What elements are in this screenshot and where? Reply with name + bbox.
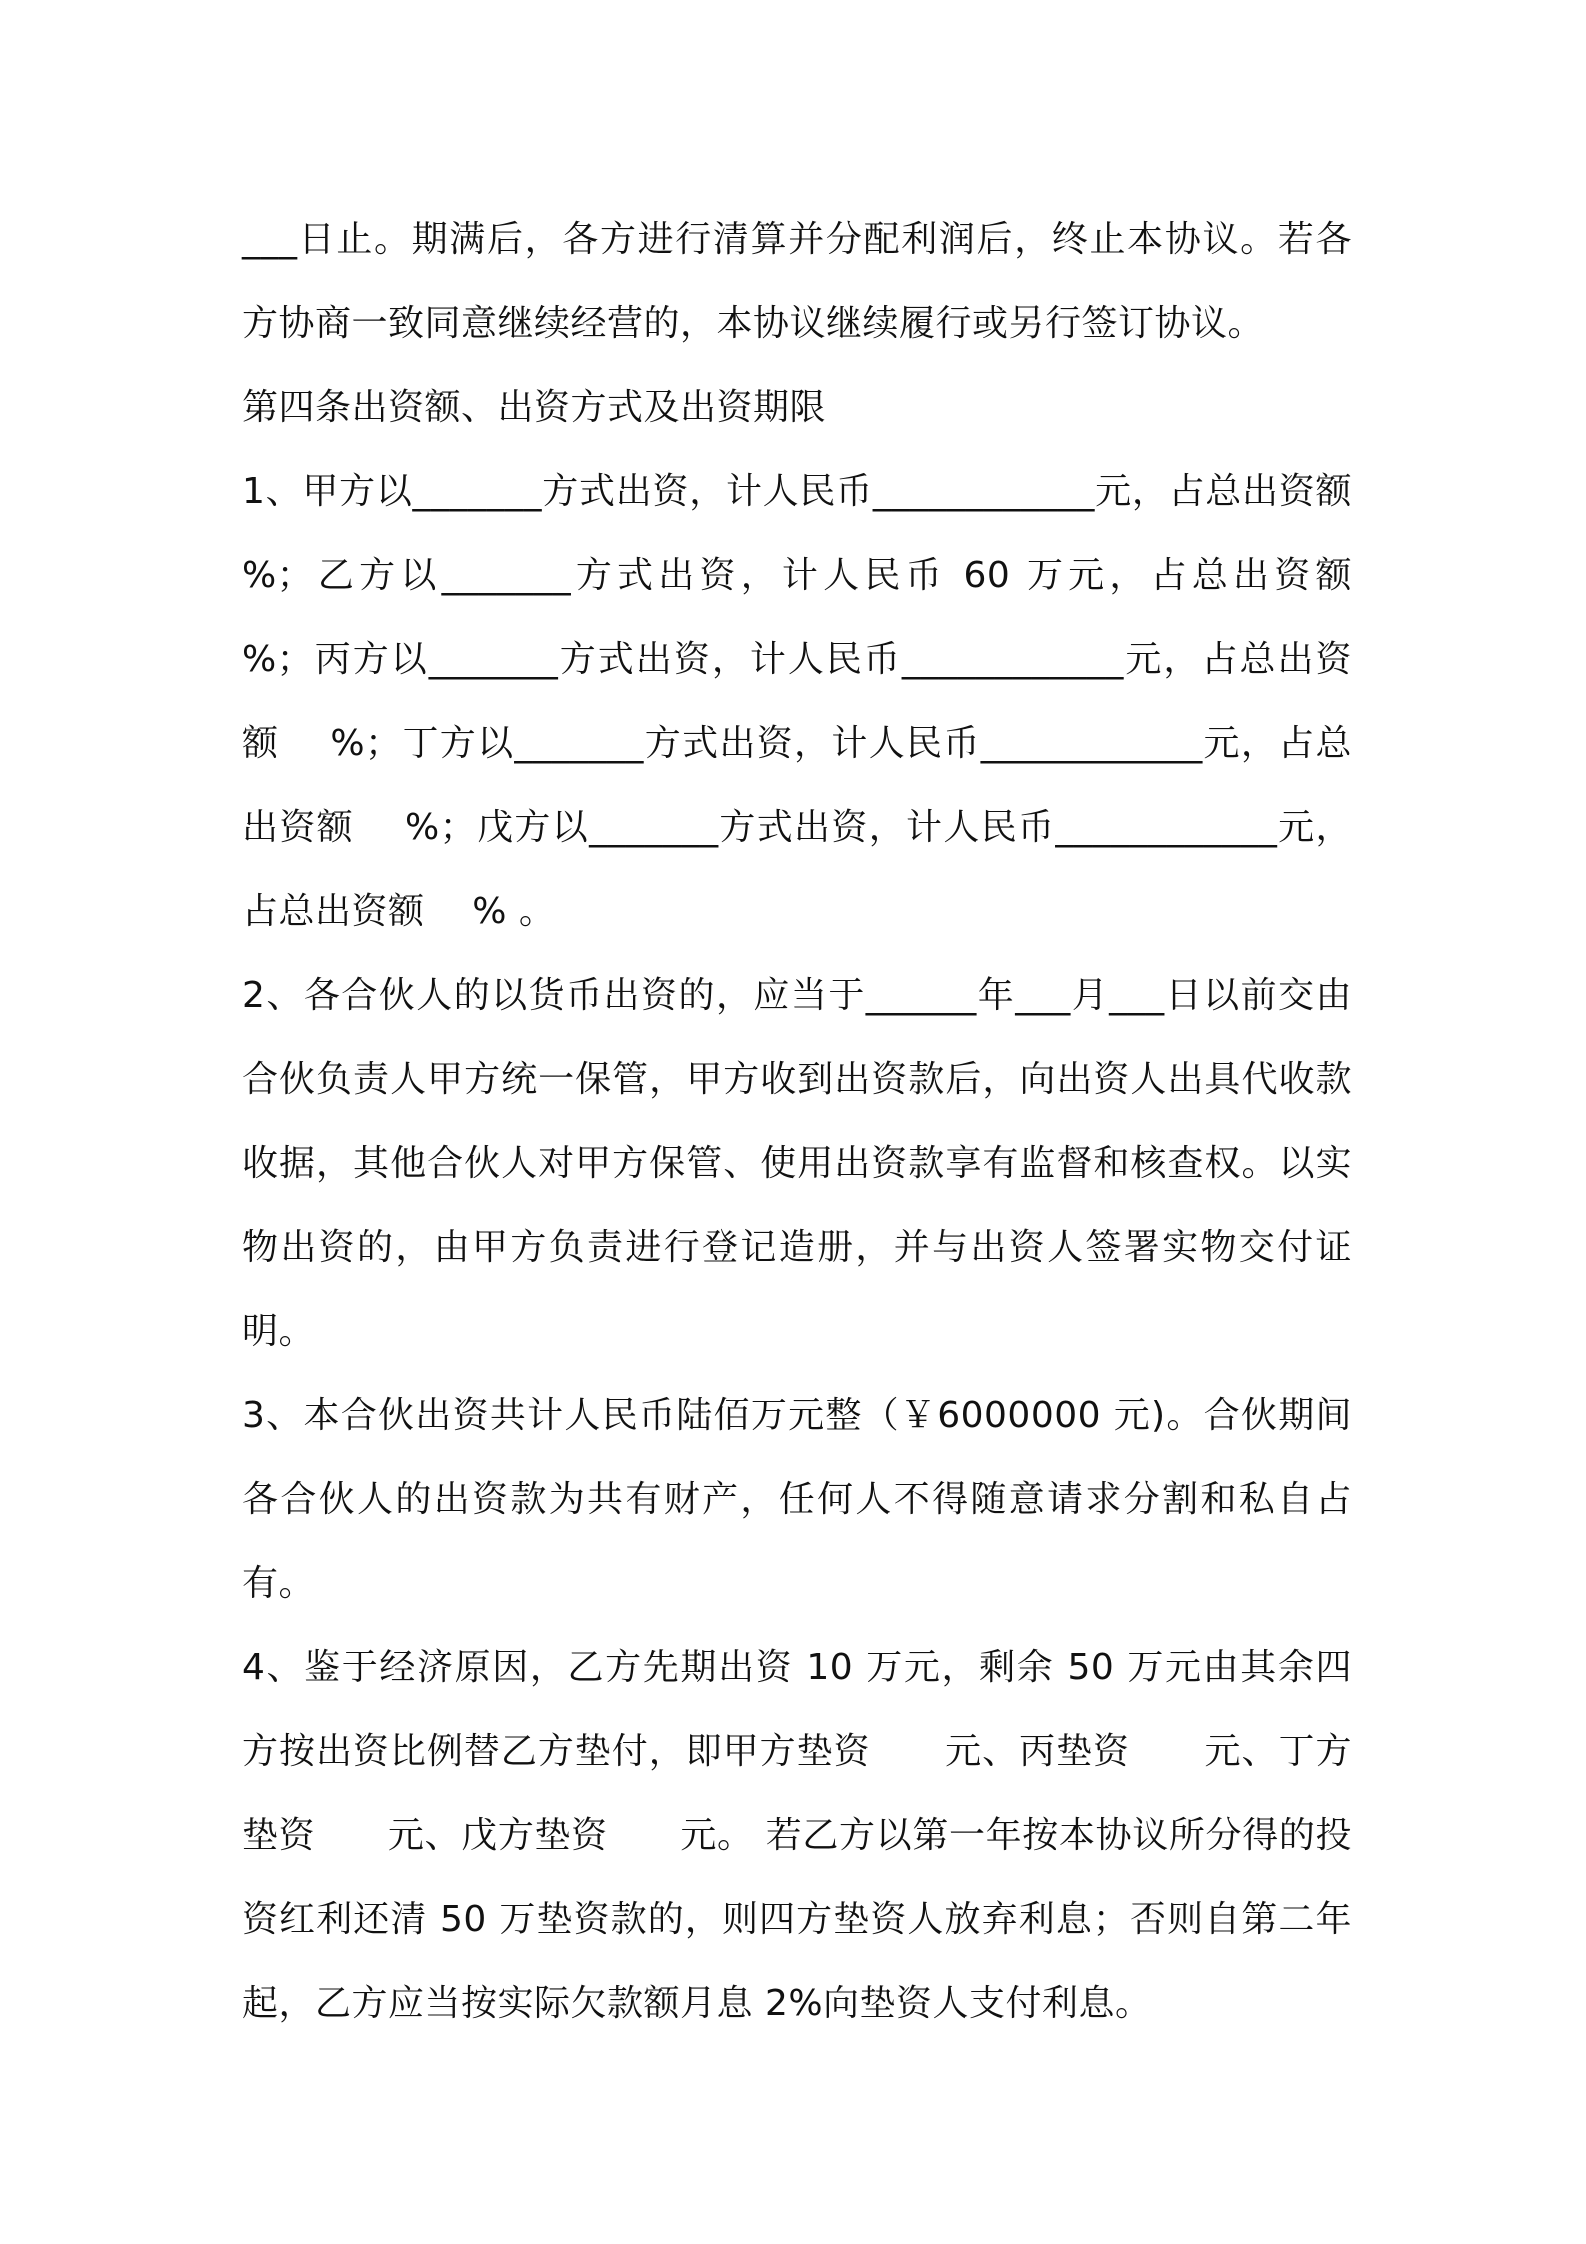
document-body xyxy=(242,198,1400,2046)
paragraph-term-end: ___日止。期满后，各方进行清算并分配利润后，终止本协议。若各方协商一致同意继续经营的，本协议继续履行或另行签订协议。 xyxy=(242,219,1352,344)
clause-4-advance-payment: 4、鉴于经济原因，乙方先期出资 10 万元，剩余 50 万元由其余四方按出资比例替乙方垫付，即甲方垫资 元、丙垫资 元、丁方垫资 元、戊方垫资 元。 若乙方以第一年按本协议所分得的投资红利还清 50 万垫资款的，则四方垫资人放弃利息；否则自第二年起，乙方应当按实际欠款额月息 2%向垫资人支付利息。 xyxy=(242,1647,1352,2024)
clause-1-contributions: 1、甲方以_______方式出资，计人民币____________元，占总出资额 %；乙方以_______方式出资，计人民币 60 万元，占总出资额 %；丙方以_______方式出资，计人民币____________元，占总出资额 %；丁方以_______方式出资，计人民币____________元，占总出资额 %；戊方以_______方式出资，计人民币____________元，占总出资额 % 。 xyxy=(242,471,1400,932)
clause-2-payment-deadline: 2、各合伙人的以货币出资的，应当于______年___月___日以前交由合伙负责人甲方统一保管，甲方收到出资款后，向出资人出具代收款收据，其他合伙人对甲方保管、使用出资款享有监督和核查权。以实物出资的，由甲方负责进行登记造册，并与出资人签署实物交付证明。 xyxy=(242,975,1352,1352)
article-four-heading: 第四条出资额、出资方式及出资期限 xyxy=(242,387,827,428)
clause-3-total-capital: 3、本合伙出资共计人民币陆佰万元整（￥6000000 元)。合伙期间各合伙人的出资款为共有财产，任何人不得随意请求分割和私自占有。 xyxy=(242,1395,1352,1604)
